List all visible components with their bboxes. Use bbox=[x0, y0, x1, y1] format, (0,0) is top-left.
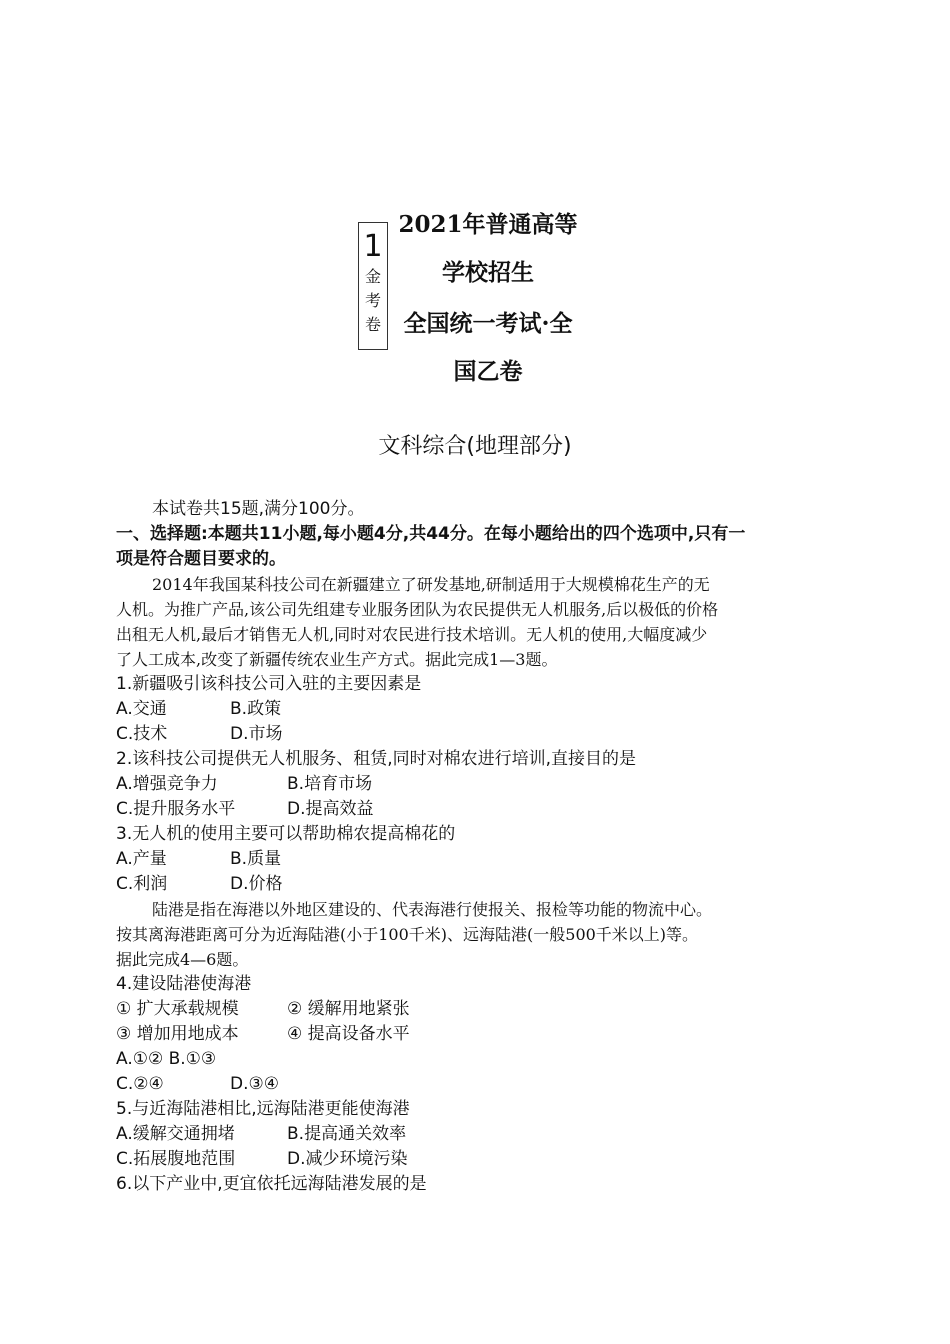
exam-title-line: 2021年普通高等 bbox=[398, 211, 578, 238]
option-row bbox=[116, 1072, 841, 1097]
exam-body bbox=[116, 497, 841, 1197]
statement-item: ④ 提高设备水平 bbox=[287, 1024, 410, 1044]
exam-title-line: 全国统一考试·全 bbox=[403, 310, 573, 337]
option-d: D.③④ bbox=[230, 1074, 279, 1094]
question-stem: 6.以下产业中,更宜依托远海陆港发展的是 bbox=[116, 1174, 427, 1194]
section-heading: 一、选择题:本题共11小题,每小题4分,共44分。在每小题给出的四个选项中,只有一 bbox=[116, 524, 746, 544]
exam-title-line: 学校招生 bbox=[442, 259, 534, 286]
option-row: A.①② B.①③ bbox=[116, 1049, 217, 1069]
option-row bbox=[116, 697, 841, 722]
exam-subtitle: 文科综合(地理部分) bbox=[378, 434, 572, 459]
passage-line: 人机。为推广产品,该公司先组建专业服务团队为农民提供无人机服务,后以极低的价格 bbox=[116, 600, 719, 619]
option-a: A.缓解交通拥堵 bbox=[116, 1124, 235, 1144]
passage-line: 2014年我国某科技公司在新疆建立了研发基地,研制适用于大规模棉花生产的无 bbox=[152, 575, 710, 594]
question-stem: 2.该科技公司提供无人机服务、租赁,同时对棉农进行培训,直接目的是 bbox=[116, 749, 637, 769]
option-b: B.政策 bbox=[230, 699, 282, 719]
option-row bbox=[116, 722, 841, 747]
badge-char: 金 bbox=[364, 267, 381, 286]
option-b: B.质量 bbox=[230, 849, 282, 869]
passage-line: 按其离海港距离可分为近海陆港(小于100千米)、远海陆港(一般500千米以上)等。 bbox=[116, 925, 699, 944]
question-stem: 3.无人机的使用主要可以帮助棉农提高棉花的 bbox=[116, 824, 456, 844]
option-row bbox=[116, 847, 841, 872]
option-row bbox=[116, 872, 841, 897]
option-d: D.市场 bbox=[230, 724, 283, 744]
badge-char: 考 bbox=[364, 291, 381, 310]
intro-text: 本试卷共15题,满分100分。 bbox=[152, 499, 365, 519]
section-heading: 项是符合题目要求的。 bbox=[116, 549, 286, 569]
option-row bbox=[116, 1147, 841, 1172]
passage-line: 陆港是指在海港以外地区建设的、代表海港行使报关、报检等功能的物流中心。 bbox=[152, 900, 713, 919]
statement-item: ① 扩大承载规模 bbox=[116, 999, 239, 1019]
exam-badge bbox=[358, 222, 388, 350]
option-row bbox=[116, 1122, 841, 1147]
badge-number: 1 bbox=[363, 229, 383, 264]
question-stem: 5.与近海陆港相比,远海陆港更能使海港 bbox=[116, 1099, 410, 1119]
option-a: A.产量 bbox=[116, 849, 167, 869]
passage-line: 了人工成本,改变了新疆传统农业生产方式。据此完成1—3题。 bbox=[116, 650, 558, 669]
option-a: A.增强竞争力 bbox=[116, 774, 218, 794]
passage-line: 出租无人机,最后才销售无人机,同时对农民进行技术培训。无人机的使用,大幅度减少 bbox=[116, 625, 708, 644]
option-a: A.交通 bbox=[116, 699, 167, 719]
option-b: B.培育市场 bbox=[287, 774, 373, 794]
statement-item: ② 缓解用地紧张 bbox=[287, 999, 410, 1019]
option-c: C.②④ bbox=[116, 1074, 164, 1094]
option-c: C.技术 bbox=[116, 724, 168, 744]
option-row bbox=[116, 772, 841, 797]
question-stem: 1.新疆吸引该科技公司入驻的主要因素是 bbox=[116, 674, 422, 694]
passage-line: 据此完成4—6题。 bbox=[116, 950, 249, 969]
statement-row bbox=[116, 1022, 841, 1047]
option-c: C.提升服务水平 bbox=[116, 799, 236, 819]
option-d: D.提高效益 bbox=[287, 799, 374, 819]
option-c: C.利润 bbox=[116, 874, 168, 894]
exam-title-line: 国乙卷 bbox=[453, 358, 523, 385]
option-b: B.提高通关效率 bbox=[287, 1124, 407, 1144]
option-d: D.价格 bbox=[230, 874, 283, 894]
option-d: D.减少环境污染 bbox=[287, 1149, 408, 1169]
option-row bbox=[116, 797, 841, 822]
badge-char: 卷 bbox=[364, 315, 381, 334]
option-c: C.拓展腹地范围 bbox=[116, 1149, 236, 1169]
question-stem: 4.建设陆港使海港 bbox=[116, 974, 252, 994]
statement-item: ③ 增加用地成本 bbox=[116, 1024, 239, 1044]
statement-row bbox=[116, 997, 841, 1022]
